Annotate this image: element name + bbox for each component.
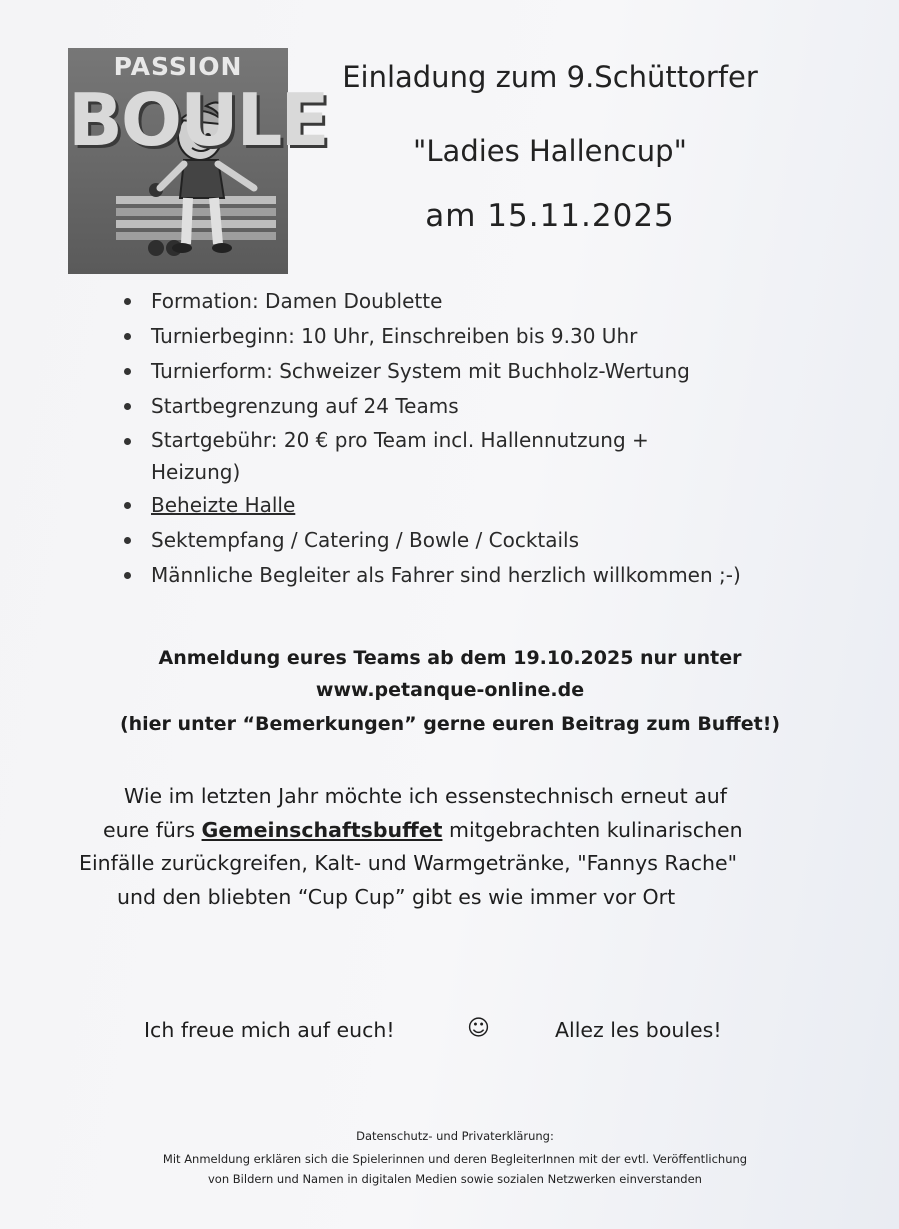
event-date: am 15.11.2025	[425, 198, 675, 234]
buffet-paragraph-line: Wie im letzten Jahr möchte ich essenstechnisch erneut auf	[124, 784, 727, 808]
bullet-icon	[124, 438, 131, 445]
registration-line: Anmeldung eures Teams ab dem 19.10.2025 nur unter	[158, 647, 742, 669]
list-item: Startbegrenzung auf 24 Teams	[120, 389, 840, 424]
list-item: Männliche Begleiter als Fahrer sind herzlich willkommen ;-)	[120, 558, 840, 593]
registration-note: (hier unter “Bemerkungen” gerne euren Beitrag zum Buffet!)	[119, 713, 781, 735]
bullet-icon	[124, 298, 131, 305]
privacy-text: Mit Anmeldung erklären sich die Spielerinnen und deren BegleiterInnen mit der evtl. Veröffentlichung	[162, 1152, 748, 1166]
buffet-paragraph-line: und den bliebten “Cup Cup” gibt es wie immer vor Ort	[117, 885, 676, 909]
logo-boule-text: BOULE	[68, 78, 328, 162]
list-item: Turnierbeginn: 10 Uhr, Einschreiben bis 9.30 Uhr	[120, 319, 840, 354]
bullet-icon	[124, 368, 131, 375]
privacy-text: von Bildern und Namen in digitalen Medien sowie sozialen Netzwerken einverstanden	[208, 1172, 702, 1186]
closing-greeting: Ich freue mich auf euch!	[144, 1018, 395, 1042]
registration-url: www.petanque-online.de	[315, 679, 585, 701]
closing-slogan: Allez les boules!	[555, 1018, 722, 1042]
gemeinschaftsbuffet-text: Gemeinschaftsbuffet	[201, 818, 443, 842]
bullet-icon	[124, 537, 131, 544]
buffet-paragraph-line: Einfälle zurückgreifen, Kalt- und Warmgetränke, "Fannys Rache"	[79, 851, 738, 875]
bullet-icon	[124, 572, 131, 579]
list-item: Startgebühr: 20 € pro Team incl. Hallennutzung + Heizung)	[120, 424, 711, 488]
passion-boule-logo	[68, 48, 328, 274]
bullet-icon	[124, 333, 131, 340]
buffet-paragraph-line: eure fürs Gemeinschaftsbuffet mitgebrachten kulinarischen	[103, 818, 743, 842]
privacy-heading: Datenschutz- und Privaterklärung:	[356, 1129, 554, 1143]
logo-passion-text: PASSION	[113, 52, 243, 81]
invitation-title: Einladung zum 9.Schüttorfer	[342, 60, 758, 94]
bullet-icon	[124, 403, 131, 410]
smiley-icon: ☺	[467, 1016, 490, 1041]
bullet-icon	[124, 502, 131, 509]
event-name: "Ladies Hallencup"	[413, 134, 687, 168]
list-item: Formation: Damen Doublette	[120, 284, 840, 319]
details-list	[120, 284, 840, 593]
list-item: Sektempfang / Catering / Bowle / Cocktails	[120, 523, 840, 558]
list-item: Beheizte Halle	[120, 488, 840, 523]
list-item: Turnierform: Schweizer System mit Buchholz-Wertung	[120, 354, 840, 389]
